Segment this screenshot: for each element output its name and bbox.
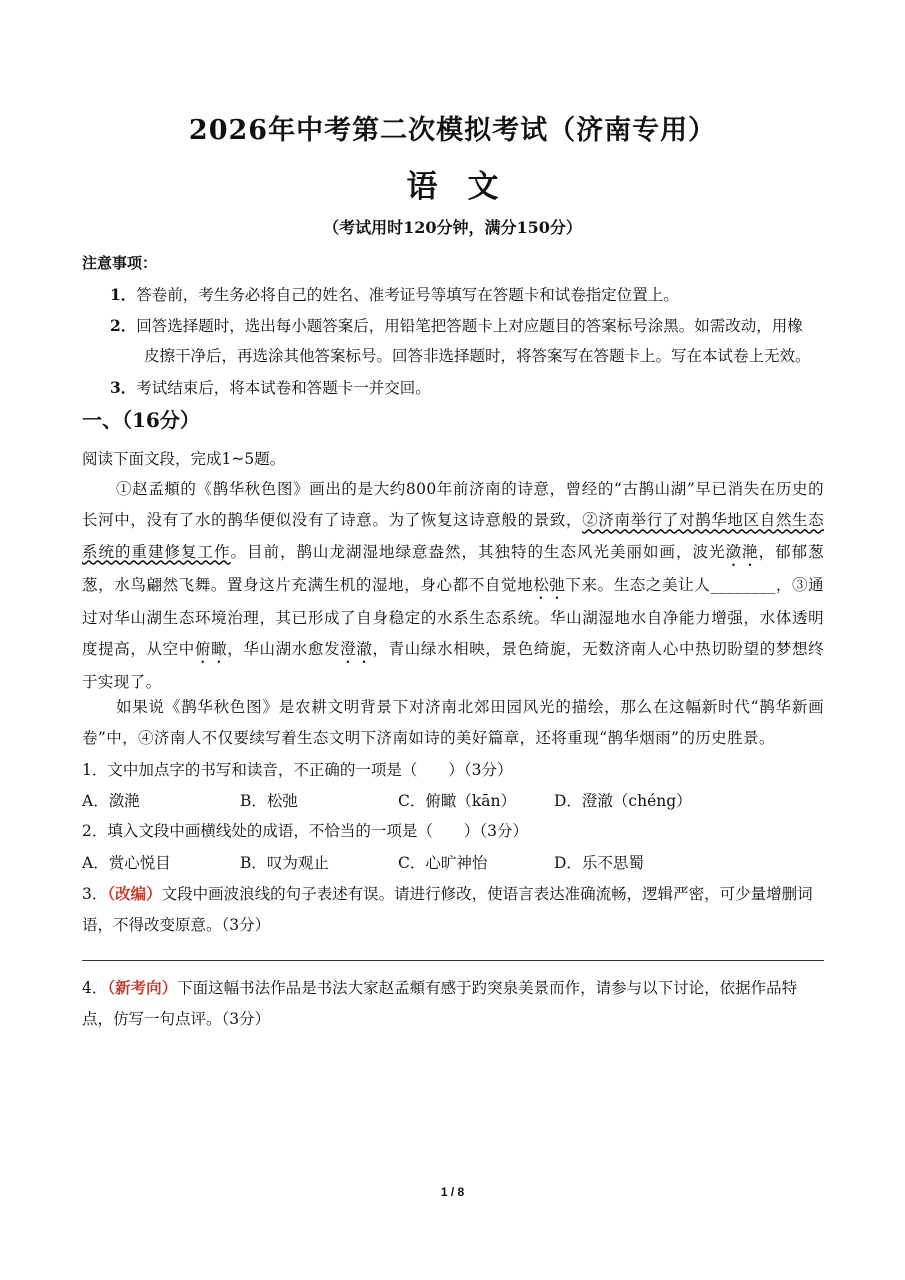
passage-text: ①赵孟頫的《鹊华秋色图》画出的是大约800年前济南的诗意，曾经的“古鹊山湖”早已消失在历史的长河中，没有了水的鹊华便似没有了诗意。为了恢复这诗意般的景致， [82, 480, 824, 530]
option-b: B．松弛 [240, 792, 298, 810]
passage-text: 。目前，鹊山龙湖湿地绿意盎然，其独特的生态风光美丽如画，波光 [230, 542, 726, 561]
option-d: D．乐不思蜀 [554, 854, 644, 872]
passage-text: 下来。生态之美让人________，③通过对华山湖生态环境治理，其已形成了自身稳定的水系生态系统。华山湖湿地水自净能力增强，水体透明度提高，从空中 [82, 575, 824, 658]
page-number: 1 / 8 [440, 1185, 465, 1199]
question-4 [82, 972, 824, 1035]
notice-heading: 注意事项： [82, 254, 158, 272]
exam-title: 2026年中考第二次模拟考试（济南专用） [188, 115, 717, 146]
option-c: C．心旷神怡 [398, 854, 488, 872]
question-text: 文段中画波浪线的句子表述有误。请进行修改，使语言表达准确流畅，逻辑严密，可少量增删词语，不得改变原意。（3分） [82, 885, 813, 934]
question-text: 下面这幅书法作品是书法大家赵孟頫有感于趵突泉美景而作，请参与以下讨论，依据作品特点，仿写一句点评。（3分） [82, 979, 798, 1028]
notice-num: 2． [110, 316, 137, 335]
option-a: A．赏心悦目 [82, 854, 171, 872]
question-3 [82, 878, 824, 941]
question-1-stem: 1．文中加点字的书写和读音，不正确的一项是（ ）（3分） [82, 761, 513, 779]
notice-item-3 [110, 372, 830, 404]
notice-num: 3． [110, 378, 137, 397]
question-2-options [82, 851, 824, 875]
dotted-word-1: 潋滟 [725, 542, 759, 561]
dotted-word-4: 澄澈 [340, 639, 373, 658]
notice-item-2-cont [144, 341, 834, 372]
option-b: B．叹为观止 [240, 854, 329, 872]
notice-text: 答卷前，考生务必将自己的姓名、准考证号等填写在答题卡和试卷指定位置上。 [136, 286, 679, 304]
dotted-word-2: 松弛 [533, 575, 566, 594]
passage-text: ，华山湖水愈发 [227, 639, 341, 658]
passage-paragraph-2: 如果说《鹊华秋色图》是农耕文明背景下对济南北郊田园风光的描绘，那么在这幅新时代“鹊华新画卷”中，④济南人不仅要续写着生态文明下济南如诗的美好篇章，还将重现“鹊华烟雨”的历史胜景。 [82, 698, 824, 748]
option-d: D．澄澈（chéng） [554, 792, 692, 810]
divider-line [82, 960, 824, 961]
notice-item-2 [110, 310, 830, 342]
passage-paragraph-1 [82, 474, 824, 698]
option-a: A．潋滟 [82, 792, 140, 810]
question-1-options [82, 789, 824, 813]
subject-title: 语文 [406, 169, 529, 205]
question-tag: （改编） [107, 884, 162, 903]
option-c: C．俯瞰（kān） [398, 792, 516, 810]
notice-text: 回答选择题时，选出每小题答案后，用铅笔把答题卡上对应题目的答案标号涂黑。如需改动，用橡 [136, 317, 803, 335]
notice-num: 1． [110, 285, 137, 304]
question-num: 4． [82, 979, 108, 997]
reading-instruction: 阅读下面文段，完成1~5题。 [82, 450, 286, 468]
question-2-stem: 2．填入文段中画横线处的成语，不恰当的一项是（ ）（3分） [82, 822, 528, 840]
question-tag: （新考向） [107, 978, 178, 997]
question-num: 3． [82, 885, 108, 903]
notice-text: 皮擦干净后，再选涂其他答案标号。回答非选择题时，将答案写在答题卡上。写在本试卷上无效。 [144, 347, 811, 365]
exam-time-info: （考试用时120分钟，满分150分） [323, 218, 582, 237]
notice-text: 考试结束后，将本试卷和答题卡一并交回。 [136, 379, 431, 397]
passage-text: ，郁郁葱葱，水鸟翩然飞舞。置身这片充满生机的湿地，身心都不自觉地 [82, 542, 824, 594]
dotted-word-3: 俯瞰 [194, 639, 228, 658]
section-heading: 一、（16分） [82, 408, 200, 432]
wavy-sentence-2: ②济南举行了对鹊华地区自然生态系统的重建修复工作 [82, 511, 824, 561]
passage-text: ，青山绿水相映，景色绮旎，无数济南人心中热切盼望的梦想终于实现了。 [82, 639, 824, 691]
notice-item-1 [110, 279, 830, 311]
